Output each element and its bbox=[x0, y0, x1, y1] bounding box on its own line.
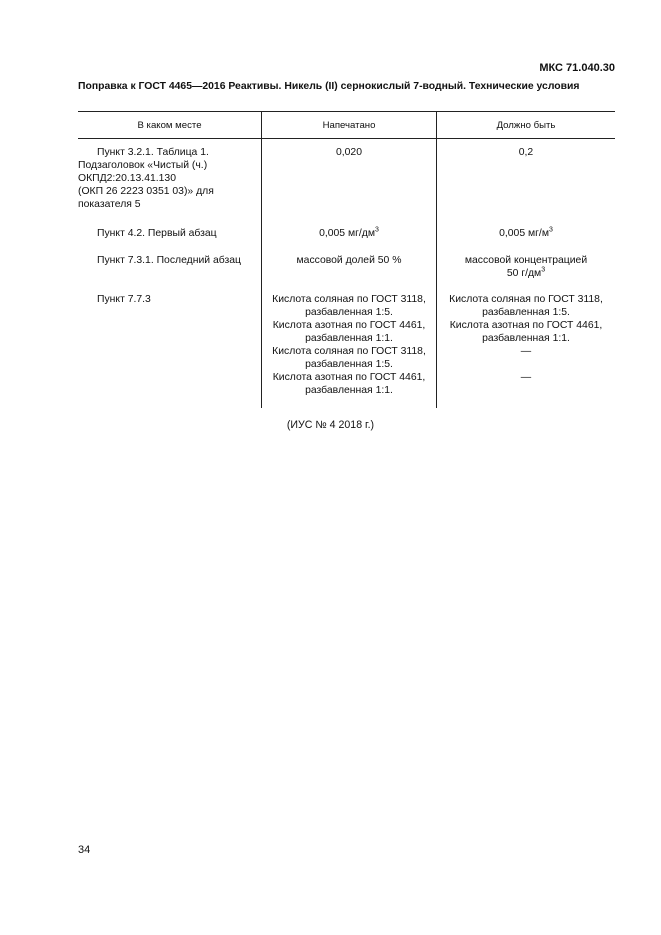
should-be-cell bbox=[438, 293, 614, 384]
printed-value: Кислота соляная по ГОСТ 3118, bbox=[272, 294, 426, 305]
should-be-value: разбавленная 1:5. bbox=[482, 307, 570, 318]
printed-value: массовой долей 50 % bbox=[296, 255, 402, 266]
should-be-value: массовой концентрацией bbox=[464, 255, 588, 266]
should-be-value: разбавленная 1:1. bbox=[482, 333, 570, 344]
printed-cell bbox=[263, 146, 435, 159]
superscript: 3 bbox=[548, 226, 553, 234]
should-be-value bbox=[438, 267, 614, 280]
place-line: ОКПД2:20.13.41.130 bbox=[78, 173, 176, 184]
should-be-cell bbox=[438, 227, 614, 240]
printed-value bbox=[263, 227, 435, 240]
printed-value: Кислота азотная по ГОСТ 4461, bbox=[272, 320, 426, 331]
place-line: Пункт 7.3.1. Последний абзац bbox=[97, 255, 241, 266]
printed-cell bbox=[263, 254, 435, 267]
dash-placeholder: — bbox=[520, 346, 532, 357]
printed-value: разбавленная 1:5. bbox=[305, 307, 393, 318]
place-line: показателя 5 bbox=[78, 199, 141, 210]
should-be-cell bbox=[438, 146, 614, 159]
printed-value: 0,020 bbox=[335, 147, 362, 158]
column-header-place: В каком месте bbox=[137, 120, 202, 131]
column-divider-2 bbox=[436, 111, 437, 408]
source-note: (ИУС № 4 2018 г.) bbox=[286, 419, 375, 431]
printed-value: Кислота азотная по ГОСТ 4461, bbox=[272, 372, 426, 383]
place-cell bbox=[78, 227, 258, 240]
place-line: Пункт 4.2. Первый абзац bbox=[97, 228, 217, 239]
should-be-unit-text: 50 г/дм bbox=[506, 268, 542, 279]
classification-code: МКС 71.040.30 bbox=[539, 62, 615, 74]
place-line: Пункт 7.7.3 bbox=[97, 294, 151, 305]
should-be-cell bbox=[438, 254, 614, 280]
should-be-unit-text: 0,005 мг/м bbox=[499, 228, 549, 239]
document-title: Поправка к ГОСТ 4465—2016 Реактивы. Никель (II) сернокислый 7-водный. Технические условия bbox=[78, 81, 580, 92]
empty-line bbox=[438, 358, 614, 371]
column-header-printed: Напечатано bbox=[322, 120, 376, 131]
should-be-value: 0,2 bbox=[518, 147, 534, 158]
printed-cell bbox=[263, 227, 435, 240]
table-top-rule bbox=[78, 111, 615, 112]
printed-value: разбавленная 1:1. bbox=[305, 385, 393, 396]
column-divider-1 bbox=[261, 111, 262, 408]
should-be-value: Кислота соляная по ГОСТ 3118, bbox=[449, 294, 603, 305]
printed-unit-text: 0,005 мг/дм bbox=[319, 228, 375, 239]
dash-placeholder: — bbox=[520, 372, 532, 383]
place-cell bbox=[78, 146, 258, 211]
superscript: 3 bbox=[541, 266, 546, 274]
printed-value: разбавленная 1:1. bbox=[305, 333, 393, 344]
superscript: 3 bbox=[375, 226, 379, 234]
printed-cell bbox=[263, 293, 435, 397]
table-header-rule bbox=[78, 138, 615, 139]
place-cell bbox=[78, 293, 258, 306]
printed-value: разбавленная 1:5. bbox=[305, 359, 393, 370]
column-header-should-be: Должно быть bbox=[496, 120, 556, 131]
place-line: Подзаголовок «Чистый (ч.) bbox=[78, 160, 208, 171]
page-number: 34 bbox=[78, 844, 91, 856]
printed-value: Кислота соляная по ГОСТ 3118, bbox=[272, 346, 426, 357]
place-cell bbox=[78, 254, 258, 267]
place-line: (ОКП 26 2223 0351 03)» для bbox=[78, 186, 214, 197]
place-line: Пункт 3.2.1. Таблица 1. bbox=[97, 147, 209, 158]
should-be-value bbox=[438, 227, 614, 240]
should-be-value: Кислота азотная по ГОСТ 4461, bbox=[449, 320, 603, 331]
